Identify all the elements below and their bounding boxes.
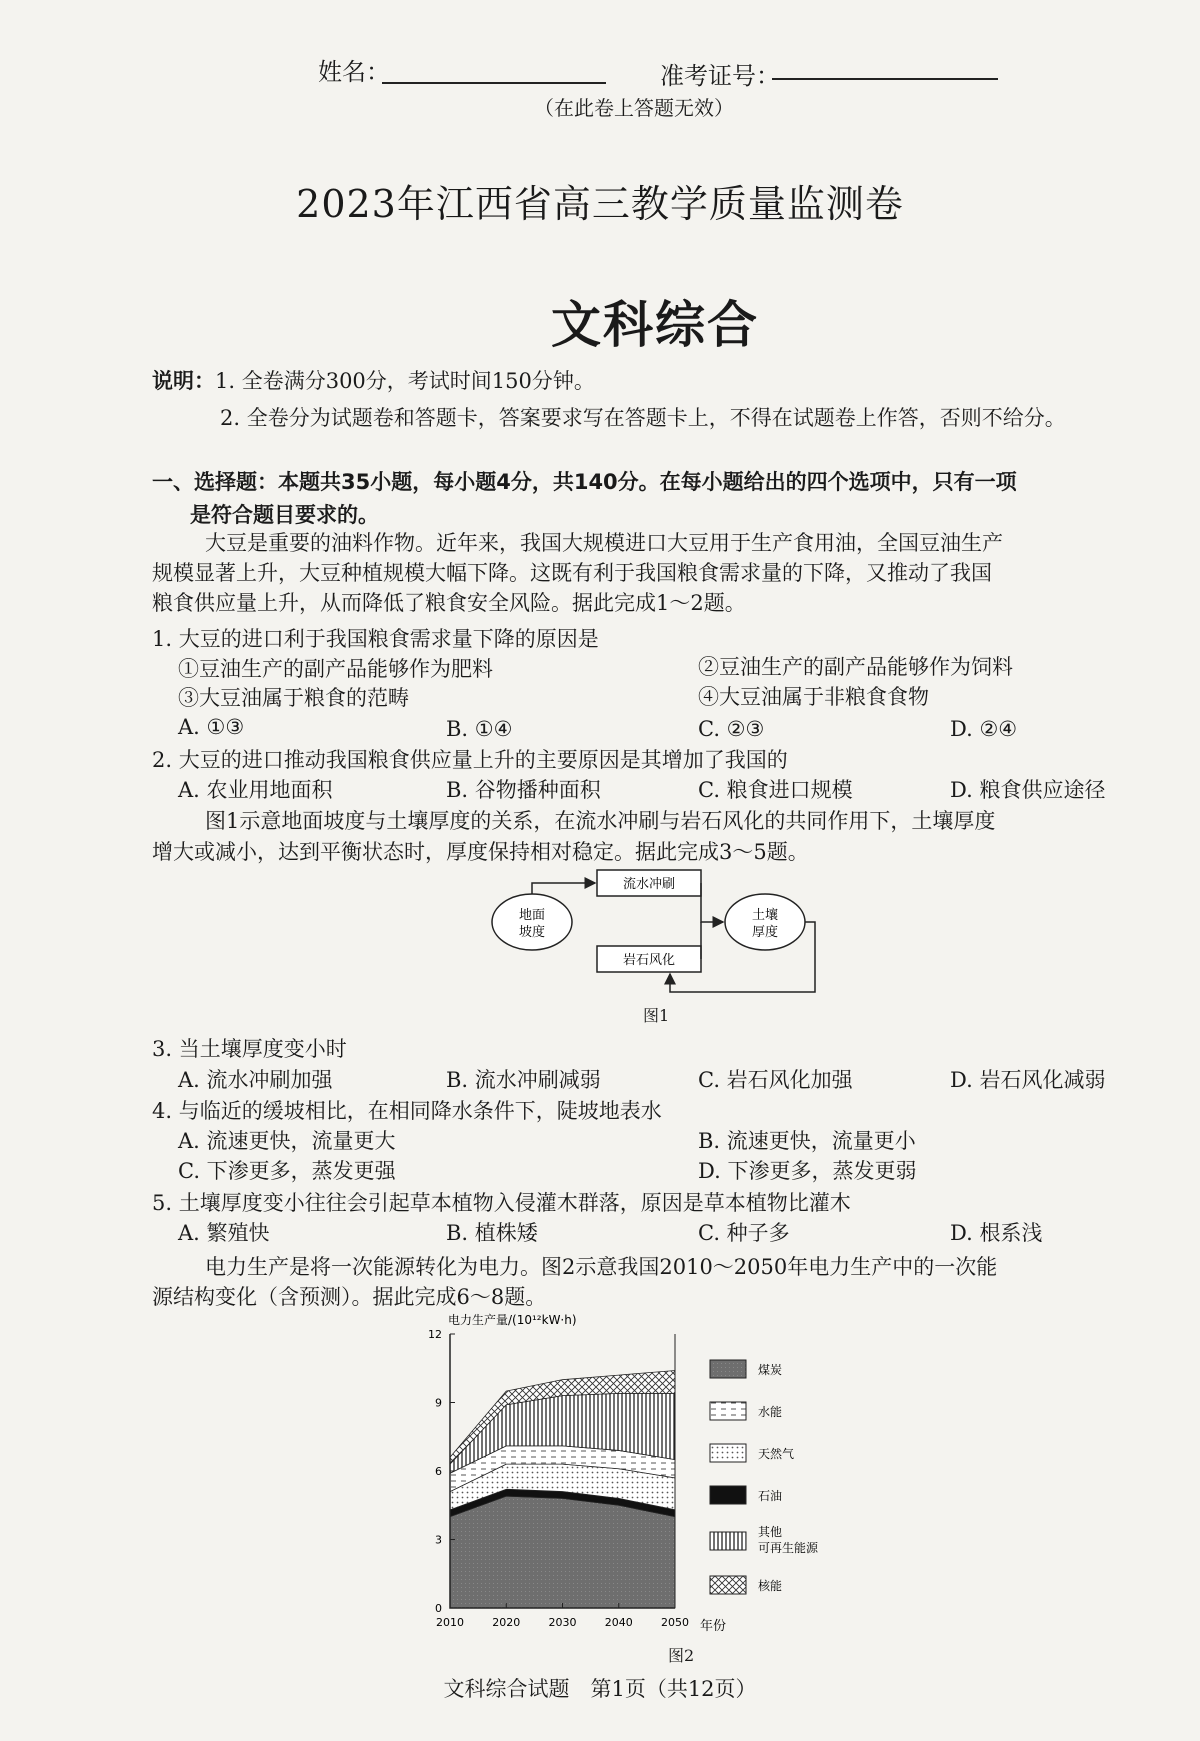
legend-swatch-hydro	[710, 1402, 746, 1420]
q3-stem: 3. 当土壤厚度变小时	[152, 1037, 347, 1061]
y-tick-label: 3	[435, 1533, 442, 1547]
figure2-caption: 图2	[668, 1646, 695, 1665]
y-axis-title: 电力生产量/(10¹²kW·h)	[448, 1313, 577, 1327]
passage2-line2: 增大或减小，达到平衡状态时，厚度保持相对稳定。据此完成3～5题。	[152, 840, 809, 864]
exam-id-label: 准考证号：	[660, 62, 780, 90]
name-label: 姓名：	[318, 58, 390, 86]
legend-gas: 天然气	[758, 1447, 795, 1461]
q2-option-d: D. 粮食供应途径	[950, 778, 1106, 802]
q1-statement-3: ③大豆油属于粮食的范畴	[178, 686, 409, 710]
q2-option-b: B. 谷物播种面积	[446, 778, 601, 802]
instructions-label: 说明：	[152, 369, 215, 393]
legend-coal: 煤炭	[758, 1363, 783, 1377]
soil-label-2: 厚度	[751, 925, 779, 940]
q1-statement-4: ④大豆油属于非粮食食物	[698, 685, 929, 709]
y-tick-label: 9	[435, 1396, 442, 1410]
passage1-line3: 粮食供应量上升，从而降低了粮食安全风险。据此完成1～2题。	[152, 591, 746, 615]
y-tick-label: 0	[435, 1602, 442, 1615]
q3-option-a: A. 流水冲刷加强	[178, 1068, 333, 1092]
page-footer: 文科综合试题 第1页（共12页）	[443, 1677, 757, 1701]
q1-stem: 1. 大豆的进口利于我国粮食需求量下降的原因是	[152, 627, 599, 651]
section1-heading-line2: 是符合题目要求的。	[190, 503, 379, 527]
name-blank	[382, 82, 606, 84]
passage3-line2: 源结构变化（含预测）。据此完成6～8题。	[152, 1285, 547, 1309]
passage1-line1: 大豆是重要的油料作物。近年来，我国大规模进口大豆用于生产食用油，全国豆油生产	[205, 531, 1003, 555]
legend-hydro: 水能	[758, 1405, 783, 1419]
exam-id-blank	[772, 78, 998, 80]
x-tick-label: 2030	[548, 1616, 577, 1629]
slope-label-1: 地面	[518, 908, 546, 923]
weathering-label: 岩石风化	[622, 953, 676, 968]
q1-option-b: B. ①④	[446, 717, 513, 741]
chart-legend	[710, 1360, 819, 1594]
y-tick-label: 6	[435, 1465, 442, 1478]
x-tick-label: 2020	[492, 1616, 521, 1629]
q3-option-b: B. 流水冲刷减弱	[446, 1068, 601, 1092]
q1-statement-1: ①豆油生产的副产品能够作为肥料	[178, 657, 493, 681]
legend-swatch-oil	[710, 1486, 746, 1504]
arrow-erosion-soil	[701, 883, 723, 922]
q4-option-a: A. 流速更快，流量更大	[178, 1129, 396, 1153]
legend-swatch-gas	[710, 1444, 746, 1462]
q2-option-a: A. 农业用地面积	[178, 778, 333, 802]
legend-swatch-coal	[710, 1360, 746, 1378]
q5-option-c: C. 种子多	[698, 1221, 790, 1245]
erosion-label: 流水冲刷	[622, 877, 676, 892]
q5-stem: 5. 土壤厚度变小往往会引起草本植物入侵灌木群落，原因是草本植物比灌木	[152, 1191, 851, 1215]
plot-areas	[450, 1334, 675, 1608]
q4-stem: 4. 与临近的缓坡相比，在相同降水条件下，陡坡地表水	[152, 1099, 662, 1123]
legend-renewables-2: 可再生能源	[758, 1541, 819, 1555]
arrow-slope-erosion	[532, 883, 595, 894]
passage1-line2: 规模显著上升，大豆种植规模大幅下降。这既有利于我国粮食需求量的下降，又推动了我国	[152, 561, 992, 585]
area-series-0	[450, 1496, 675, 1608]
q4-option-b: B. 流速更快，流量更小	[698, 1129, 916, 1153]
instruction-item-2: 2. 全卷分为试题卷和答题卡，答案要求写在答题卡上，不得在试题卷上作答，否则不给分。	[220, 406, 1066, 430]
x-tick-label: 2050	[661, 1616, 689, 1629]
soil-label-1: 土壤	[751, 908, 779, 923]
passage2-line1: 图1示意地面坡度与土壤厚度的关系，在流水冲刷与岩石风化的共同作用下，土壤厚度	[205, 809, 996, 833]
x-tick-label: 2040	[604, 1616, 633, 1629]
figure2-chart	[400, 1310, 960, 1640]
q4-option-d: D. 下渗更多，蒸发更弱	[698, 1159, 917, 1183]
legend-swatch-nuclear	[710, 1576, 746, 1594]
q5-option-d: D. 根系浅	[950, 1221, 1043, 1245]
figure1-diagram	[480, 862, 830, 1002]
x-tick-label: 2010	[436, 1616, 464, 1629]
q1-option-c: C. ②③	[698, 717, 765, 741]
section1-heading-line1: 一、选择题：本题共35小题，每小题4分，共140分。在每小题给出的四个选项中，只有一项	[152, 470, 1017, 494]
q2-option-c: C. 粮食进口规模	[698, 778, 853, 802]
subject-title: 文科综合	[551, 296, 759, 354]
instruction-item-1: 1. 全卷满分300分，考试时间150分钟。	[215, 369, 595, 393]
passage3-line1: 电力生产是将一次能源转化为电力。图2示意我国2010～2050年电力生产中的一次能	[205, 1255, 998, 1279]
q3-option-c: C. 岩石风化加强	[698, 1068, 853, 1092]
y-tick-label: 12	[428, 1328, 442, 1341]
exam-title: 2023年江西省高三教学质量监测卷	[296, 182, 904, 226]
legend-oil: 石油	[758, 1489, 783, 1503]
slope-label-2: 坡度	[518, 925, 546, 940]
q1-statement-2: ②豆油生产的副产品能够作为饲料	[698, 655, 1013, 679]
q2-stem: 2. 大豆的进口推动我国粮食供应量上升的主要原因是其增加了我国的	[152, 748, 788, 772]
q3-option-d: D. 岩石风化减弱	[950, 1068, 1106, 1092]
legend-swatch-renewables	[710, 1532, 746, 1550]
legend-nuclear: 核能	[758, 1579, 783, 1593]
q1-option-a: A. ①③	[178, 715, 245, 739]
instructions-line1	[152, 366, 595, 396]
figure1-caption: 图1	[643, 1006, 670, 1025]
q5-option-b: B. 植株矮	[446, 1221, 538, 1245]
invalid-note: （在此卷上答题无效）	[534, 96, 734, 120]
q5-option-a: A. 繁殖快	[178, 1221, 270, 1245]
x-axis-title: 年份	[700, 1619, 727, 1634]
legend-renewables-1: 其他	[758, 1525, 783, 1539]
q1-option-d: D. ②④	[950, 717, 1018, 741]
q4-option-c: C. 下渗更多，蒸发更强	[178, 1159, 396, 1183]
